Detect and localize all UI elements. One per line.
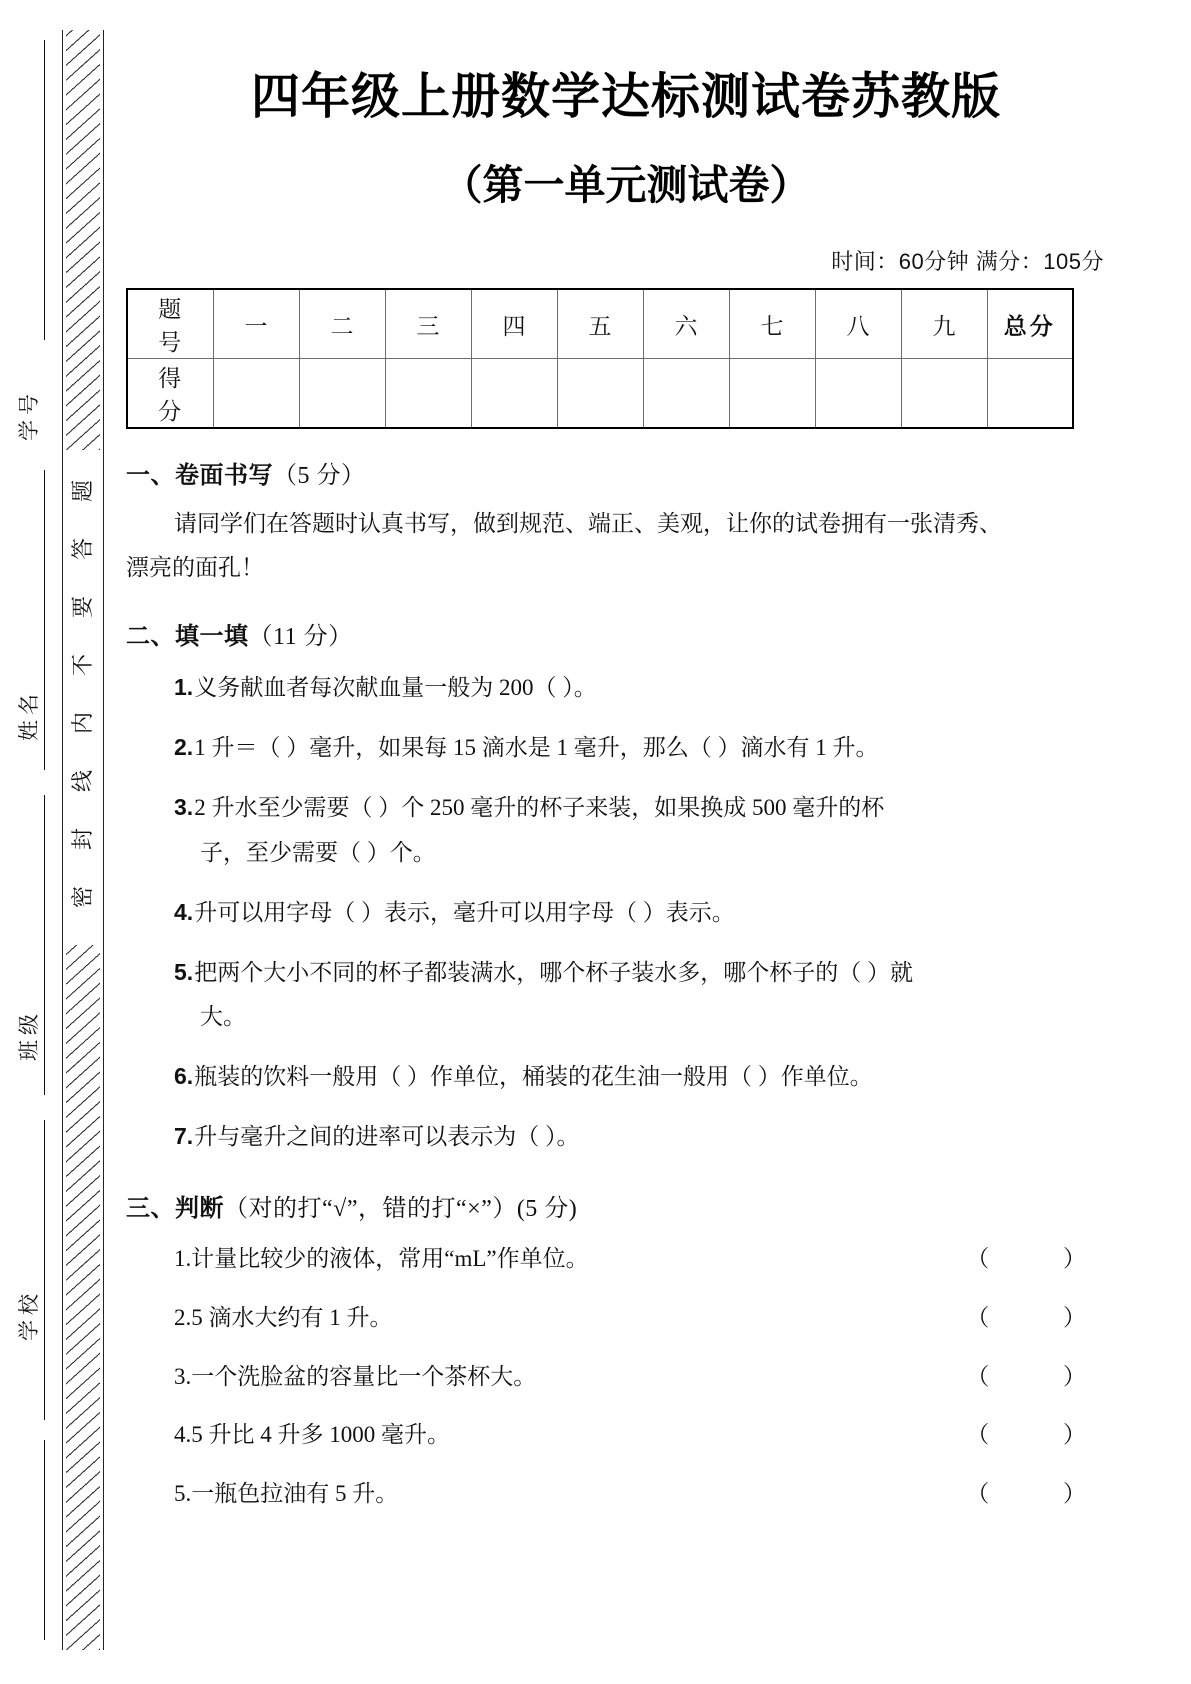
sidebar-divider-1 bbox=[44, 40, 45, 340]
judge-q4-text: 5 升比 4 升多 1000 毫升。 bbox=[191, 1422, 450, 1448]
score-cell-3[interactable] bbox=[385, 359, 471, 429]
section-1-index: 一、 bbox=[126, 462, 175, 489]
student-info-column bbox=[0, 0, 56, 1684]
sealed-char-nei: 内 bbox=[70, 712, 95, 735]
score-col-5: 五 bbox=[557, 289, 643, 359]
score-col-6: 六 bbox=[643, 289, 729, 359]
judge-q5-spacer bbox=[398, 1472, 966, 1517]
judge-q2-number: 2. bbox=[174, 1304, 192, 1330]
fill-q1-number: 1. bbox=[174, 674, 194, 701]
sidebar-divider-4 bbox=[44, 1120, 45, 1420]
score-col-total: 总分 bbox=[987, 289, 1073, 359]
sealed-line-band bbox=[62, 30, 104, 1650]
score-col-7: 七 bbox=[729, 289, 815, 359]
hatch-segment-top bbox=[66, 30, 100, 450]
fill-q2-text: 1 升＝（ ）毫升，如果每 15 滴水是 1 毫升，那么（ ）滴水有 1 升。 bbox=[194, 735, 879, 761]
fill-q4-number: 4. bbox=[174, 898, 194, 925]
judge-q4-spacer bbox=[450, 1413, 966, 1458]
judge-q1-spacer bbox=[589, 1237, 967, 1282]
section-heading-3 bbox=[126, 1188, 1126, 1223]
section-1-name: 卷面书写 bbox=[175, 462, 273, 489]
judge-q5-body bbox=[174, 1472, 398, 1517]
fill-question-5 bbox=[126, 950, 1126, 1041]
sidebar-field-banji: 班级 bbox=[17, 1009, 41, 1061]
score-cell-7[interactable] bbox=[729, 359, 815, 429]
score-row-label-1: 得 分 bbox=[127, 359, 213, 429]
score-cell-5[interactable] bbox=[557, 359, 643, 429]
judge-q3-number: 3. bbox=[174, 1363, 192, 1389]
judge-q2-spacer bbox=[393, 1296, 967, 1341]
score-cell-9[interactable] bbox=[901, 359, 987, 429]
sealed-char-mi: 密 bbox=[70, 886, 95, 909]
fill-q4-text: 升可以用字母（ ）表示，毫升可以用字母（ ）表示。 bbox=[194, 899, 735, 925]
sidebar-field-xingming: 姓名 bbox=[17, 689, 41, 741]
section-2-index: 二、 bbox=[126, 623, 175, 651]
fill-q7-number: 7. bbox=[174, 1123, 194, 1150]
fill-q6-text: 瓶装的饮料一般用（ ）作单位，桶装的花生油一般用（ ）作单位。 bbox=[194, 1064, 873, 1090]
score-col-9: 九 bbox=[901, 289, 987, 359]
section-2-name: 填一填 bbox=[175, 623, 249, 651]
score-table bbox=[126, 288, 1074, 429]
judge-q3-answer-box[interactable]: （ ） bbox=[966, 1363, 1120, 1389]
score-col-1: 一 bbox=[213, 289, 299, 359]
score-col-2: 二 bbox=[299, 289, 385, 359]
score-cell-total[interactable] bbox=[987, 359, 1073, 429]
sealed-line-inner bbox=[66, 30, 100, 1650]
judge-q4-body bbox=[174, 1413, 450, 1458]
sealed-char-da: 答 bbox=[70, 538, 95, 561]
judge-q1-body bbox=[174, 1237, 589, 1282]
score-col-4: 四 bbox=[471, 289, 557, 359]
fill-q1-text: 义务献血者每次献血量一般为 200（ ）。 bbox=[194, 675, 597, 701]
score-cell-1[interactable] bbox=[213, 359, 299, 429]
sidebar-field-xuexiao: 学校 bbox=[17, 1289, 41, 1341]
section-2-points: （11 分） bbox=[248, 624, 353, 651]
page-title: 四年级上册数学达标测试卷苏教版 bbox=[250, 70, 1001, 124]
section-heading-2 bbox=[126, 616, 1126, 651]
left-sidebar bbox=[0, 0, 110, 1684]
judge-question-5 bbox=[126, 1472, 1126, 1517]
fill-q5-number: 5. bbox=[174, 958, 194, 985]
table-row-header bbox=[127, 289, 1073, 359]
judge-q2-text: 5 滴水大约有 1 升。 bbox=[191, 1304, 393, 1330]
fill-q5-text: 把两个大小不同的杯子都装满水，哪个杯子装水多，哪个杯子的（ ）就 bbox=[194, 959, 913, 985]
judge-q4-number: 4. bbox=[174, 1422, 192, 1448]
fill-question-7 bbox=[126, 1114, 1126, 1160]
score-cell-2[interactable] bbox=[299, 359, 385, 429]
judge-question-1 bbox=[126, 1237, 1126, 1282]
judge-q3-spacer bbox=[536, 1355, 966, 1400]
sealed-char-yao: 要 bbox=[70, 596, 95, 619]
score-col-8: 八 bbox=[815, 289, 901, 359]
table-row-scores bbox=[127, 359, 1073, 429]
fill-question-3 bbox=[126, 785, 1126, 876]
sealed-char-feng: 封 bbox=[70, 828, 95, 851]
judge-q5-answer-box[interactable]: （ ） bbox=[966, 1481, 1120, 1507]
judge-q3-text: 一个洗脸盆的容量比一个茶杯大。 bbox=[191, 1363, 537, 1389]
fill-question-2 bbox=[126, 725, 1126, 771]
fill-q3-text: 2 升水至少需要（ ）个 250 毫升的杯子来装，如果换成 500 毫升的杯 bbox=[194, 795, 885, 820]
judge-q1-number: 1. bbox=[174, 1245, 192, 1271]
fill-question-4 bbox=[126, 890, 1126, 936]
sidebar-divider-5 bbox=[44, 1440, 45, 1640]
score-cell-8[interactable] bbox=[815, 359, 901, 429]
judge-q2-answer-box[interactable]: （ ） bbox=[966, 1304, 1120, 1330]
fill-q3-number: 3. bbox=[174, 794, 194, 820]
judge-q5-text: 一瓶色拉油有 5 升。 bbox=[191, 1481, 399, 1507]
sidebar-divider-2 bbox=[44, 470, 45, 770]
fill-q6-number: 6. bbox=[174, 1063, 194, 1090]
section-1-body-line2: 漂亮的面孔！ bbox=[126, 555, 264, 581]
section-3-points: （对的打“√”，错的打“×”）(5 分) bbox=[224, 1195, 578, 1222]
exam-page bbox=[126, 0, 1126, 1684]
fill-q7-text: 升与毫升之间的进率可以表示为（ ）。 bbox=[194, 1124, 580, 1150]
section-1-points: （5 分） bbox=[273, 463, 366, 489]
sealed-char-ti: 题 bbox=[70, 480, 95, 503]
judge-q4-answer-box[interactable]: （ ） bbox=[966, 1422, 1120, 1448]
score-col-3: 三 bbox=[385, 289, 471, 359]
judge-question-2 bbox=[126, 1296, 1126, 1341]
section-3-name: 判断 bbox=[175, 1194, 224, 1222]
fill-question-1 bbox=[126, 665, 1126, 711]
judge-q3-body bbox=[174, 1355, 536, 1400]
fill-q3-text-line2: 子，至少需要（ ）个。 bbox=[200, 839, 436, 865]
score-cell-4[interactable] bbox=[471, 359, 557, 429]
fill-q2-number: 2. bbox=[174, 734, 194, 761]
judge-q1-answer-box[interactable]: （ ） bbox=[966, 1245, 1120, 1271]
score-cell-6[interactable] bbox=[643, 359, 729, 429]
fill-question-6 bbox=[126, 1054, 1126, 1100]
judge-q1-text: 计量比较少的液体，常用“mL”作单位。 bbox=[191, 1245, 589, 1271]
exam-meta: 时间：60分钟 满分：105分 bbox=[831, 249, 1104, 274]
sealed-char-xian: 线 bbox=[70, 770, 95, 793]
section-3-index: 三、 bbox=[126, 1194, 175, 1222]
sealed-char-bu: 不 bbox=[70, 654, 95, 677]
fill-q5-text-line2: 大。 bbox=[200, 1004, 246, 1030]
judge-question-3 bbox=[126, 1355, 1126, 1400]
judge-q5-number: 5. bbox=[174, 1481, 192, 1507]
page-subtitle: （第一单元测试卷） bbox=[441, 162, 811, 208]
section-heading-1 bbox=[126, 455, 1126, 490]
score-row-label-0: 题 号 bbox=[127, 289, 213, 359]
section-1-body-line1: 请同学们在答题时认真书写，做到规范、端正、美观，让你的试卷拥有一张清秀、 bbox=[174, 511, 1002, 536]
judge-question-4 bbox=[126, 1413, 1126, 1458]
sidebar-field-xuehao: 学号 bbox=[17, 389, 41, 441]
sidebar-divider-3 bbox=[44, 795, 45, 1095]
judge-q2-body bbox=[174, 1296, 393, 1341]
hatch-segment-bottom bbox=[66, 945, 100, 1650]
